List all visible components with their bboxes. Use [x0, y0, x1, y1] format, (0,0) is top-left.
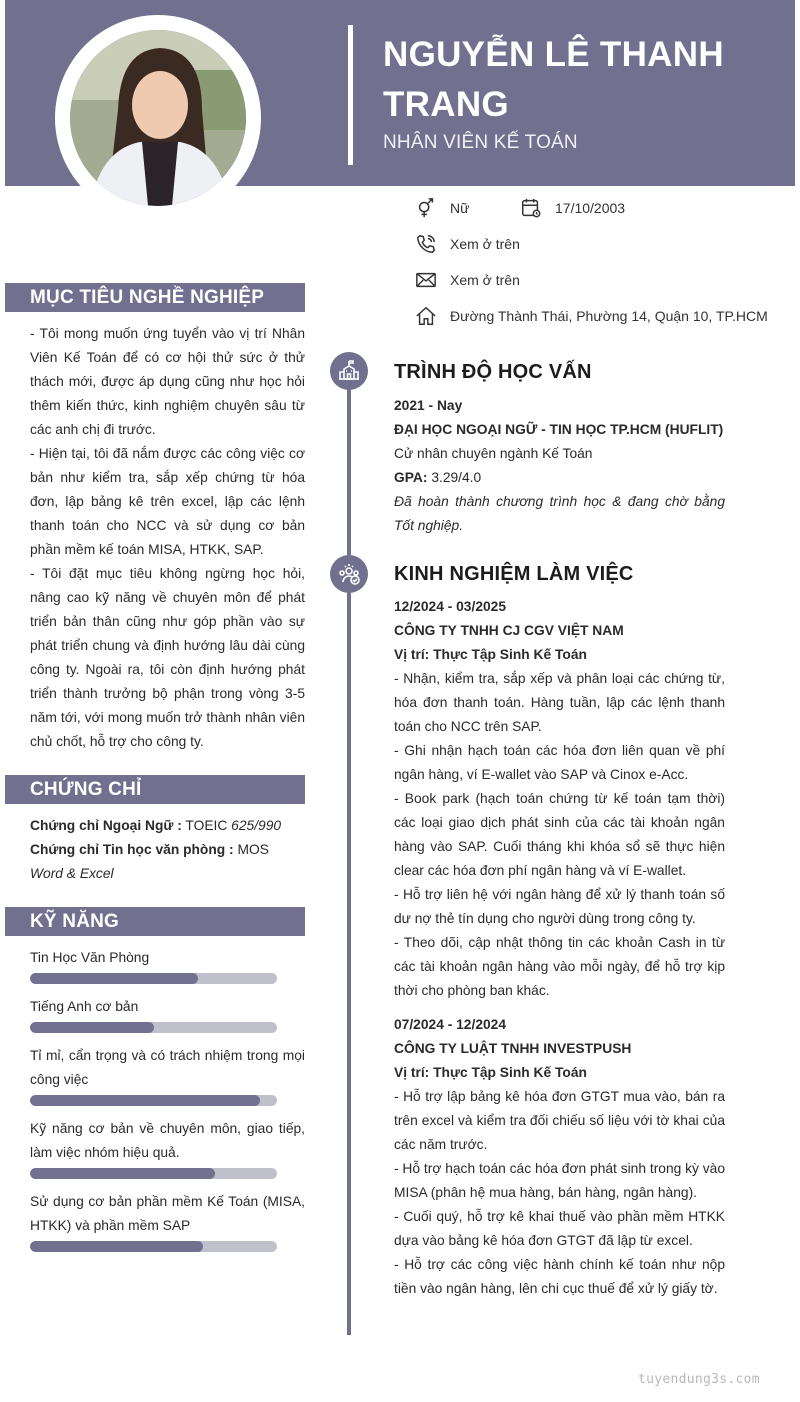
- job-duty: - Hỗ trợ lập bảng kê hóa đơn GTGT mua vào, bán ra trên excel và kiểm tra đối chiếu số liệu với tờ khai của các năm trước.: [394, 1089, 725, 1152]
- watermark: tuyendung3s.com: [638, 1372, 760, 1387]
- skill-label: Tin Học Văn Phòng: [30, 950, 150, 965]
- job-duty: - Book park (hạch toán chứng từ kế toán tạm thời) các loại giao dịch phát sinh của các tài khoản ngân hàng vào SAP. Cuối tháng khi khóa sổ sẽ thực hiện clear các hóa đơn phí ngân hàng và ví E-wallet.: [394, 791, 725, 878]
- skill-label: Tỉ mỉ, cẩn trọng và có trách nhiệm trong mọi công việc: [30, 1048, 305, 1087]
- education-note: Đã hoàn thành chương trình học & đang chờ bằng Tốt nghiệp.: [394, 494, 725, 533]
- skill-label: Kỹ năng cơ bản về chuyên môn, giao tiếp, làm việc nhóm hiệu quả.: [30, 1121, 305, 1160]
- skill-bar-fill: [30, 973, 198, 984]
- job-company: CÔNG TY TNHH CJ CGV VIỆT NAM: [394, 623, 624, 638]
- objective-paragraph: - Tôi đặt mục tiêu không ngừng học hỏi, nâng cao kỹ năng về chuyên môn để phát triển bản thân cũng như góp phần vào sự phát triển chung và định hướng lâu dài cùng công ty. Ngoài ra, tôi còn định hướng phát triển thành trưởng bộ phận trong vòng 3-5 năm tới, với mong muốn trở thành nhân viên chủ chốt, hỗ trợ cho công ty.: [30, 566, 305, 749]
- certificate-value: TOEIC: [185, 818, 228, 833]
- certificate-item: [30, 838, 305, 886]
- skill-bar: [30, 973, 277, 984]
- certificate-label: Chứng chỉ Tin học văn phòng :: [30, 842, 234, 857]
- objective-text: [30, 322, 305, 754]
- certificate-item: [30, 814, 305, 838]
- contact-address: [415, 305, 768, 327]
- candidate-name: NGUYỄN LÊ THANH TRANG: [383, 35, 724, 124]
- skills-heading: KỸ NĂNG: [5, 907, 305, 936]
- job-position: Vị trí: Thực Tập Sinh Kế Toán: [394, 647, 587, 662]
- address-value: Đường Thành Thái, Phường 14, Quận 10, TP.HCM: [450, 308, 768, 324]
- experience-heading: KINH NGHIỆM LÀM VIỆC: [394, 563, 634, 585]
- education-heading: TRÌNH ĐỘ HỌC VẤN: [394, 361, 592, 383]
- job-period: 12/2024 - 03/2025: [394, 599, 507, 614]
- gender-icon: [415, 197, 437, 219]
- job-duties: [394, 1085, 725, 1301]
- skill-label: Tiếng Anh cơ bản: [30, 999, 139, 1014]
- certificates-heading: CHỨNG CHỈ: [5, 775, 305, 804]
- phone-value: Xem ở trên: [450, 236, 520, 252]
- skill-bar-fill: [30, 1095, 260, 1106]
- contact-email: [415, 269, 520, 291]
- skill-bar: [30, 1022, 277, 1033]
- gender-value: Nữ: [450, 200, 470, 216]
- job-duty: - Hỗ trợ các công việc hành chính kế toán như nộp tiền vào ngân hàng, lên chi cục thuế để xử lý giấy tờ.: [394, 1257, 725, 1296]
- birthdate-value: 17/10/2003: [555, 200, 626, 216]
- email-value: Xem ở trên: [450, 272, 520, 288]
- education-school: ĐẠI HỌC NGOẠI NGỮ - TIN HỌC TP.HCM (HUFLIT): [394, 422, 724, 437]
- skill-bar-fill: [30, 1022, 154, 1033]
- education-gpa: [394, 466, 725, 490]
- job-company: CÔNG TY LUẬT TNHH INVESTPUSH: [394, 1041, 632, 1056]
- job-duty: - Nhận, kiểm tra, sắp xếp và phân loại các chứng từ, hóa đơn thanh toán. Hàng tuần, lập các lệnh thanh toán cho NCC trên SAP.: [394, 671, 725, 734]
- skill-label: Sử dụng cơ bản phần mềm Kế Toán (MISA, HTKK) và phần mềm SAP: [30, 1194, 305, 1233]
- skill-bar: [30, 1168, 277, 1179]
- job-duty: - Cuối quý, hỗ trợ kê khai thuế vào phần mềm HTKK dựa vào bảng kê hóa đơn GTGT đã lập từ excel.: [394, 1209, 725, 1248]
- skill-bar-fill: [30, 1241, 203, 1252]
- skill-bar: [30, 1241, 277, 1252]
- objective-paragraph: - Tôi mong muốn ứng tuyển vào vị trí Nhân Viên Kế Toán để có cơ hội thử sức ở thử thách mới, được áp dụng cũng như học hỏi thêm kiến thức, kinh nghiệm chuyên sâu từ các anh chị đi trước.: [30, 326, 305, 437]
- envelope-icon: [415, 269, 437, 291]
- job-duty: - Ghi nhận hạch toán các hóa đơn liên quan về phí ngân hàng, ví E-wallet vào SAP và Cinox e-Acc.: [394, 743, 725, 782]
- certificate-score: 625/990: [231, 818, 282, 833]
- objective-heading: MỤC TIÊU NGHỀ NGHIỆP: [5, 283, 305, 312]
- education-degree: Cử nhân chuyên ngành Kế Toán: [394, 446, 593, 461]
- gpa-value: 3.29/4.0: [431, 470, 482, 485]
- contact-phone: [415, 233, 520, 255]
- experience-icon: [330, 555, 368, 593]
- objective-paragraph: - Hiện tại, tôi đã nắm được các công việc cơ bản như kiểm tra, sắp xếp chứng từ hóa đơn, lập bảng kê trên excel, lập các lệnh thanh toán cho NCC và sử dụng cơ bản phần mềm kế toán MISA, HTKK, SAP.: [30, 446, 305, 557]
- header-divider: [348, 25, 353, 165]
- avatar: [70, 30, 246, 206]
- timeline-line: [347, 370, 351, 1335]
- calendar-icon: [520, 197, 542, 219]
- contact-gender: [415, 197, 469, 219]
- contact-birthdate: [520, 197, 625, 219]
- skill-bar: [30, 1095, 277, 1106]
- job-duties: [394, 667, 725, 1003]
- education-period: 2021 - Nay: [394, 398, 463, 413]
- job-duty: - Theo dõi, cập nhật thông tin các khoản Cash in từ các tài khoản ngân hàng vào mỗi ngày, để hỗ trợ kịp thời cho phòng ban khác.: [394, 935, 725, 998]
- job-title: NHÂN VIÊN KẾ TOÁN: [383, 132, 578, 153]
- certificate-value: MOS: [237, 842, 269, 857]
- gpa-label: GPA:: [394, 470, 428, 485]
- skill-bar-fill: [30, 1168, 215, 1179]
- education-icon: [330, 352, 368, 390]
- certificate-detail: Word & Excel: [30, 866, 114, 881]
- home-icon: [415, 305, 437, 327]
- job-period: 07/2024 - 12/2024: [394, 1017, 507, 1032]
- job-position: Vị trí: Thực Tập Sinh Kế Toán: [394, 1065, 587, 1080]
- job-duty: - Hỗ trợ liên hệ với ngân hàng để xử lý thanh toán số dư nợ thẻ tín dụng cho người dùng trong công ty.: [394, 887, 725, 926]
- phone-icon: [415, 233, 437, 255]
- job-duty: - Hỗ trợ hạch toán các hóa đơn phát sinh trong kỳ vào MISA (phân hệ mua hàng, bán hàng, ngân hàng).: [394, 1161, 726, 1200]
- certificate-label: Chứng chỉ Ngoại Ngữ :: [30, 818, 182, 833]
